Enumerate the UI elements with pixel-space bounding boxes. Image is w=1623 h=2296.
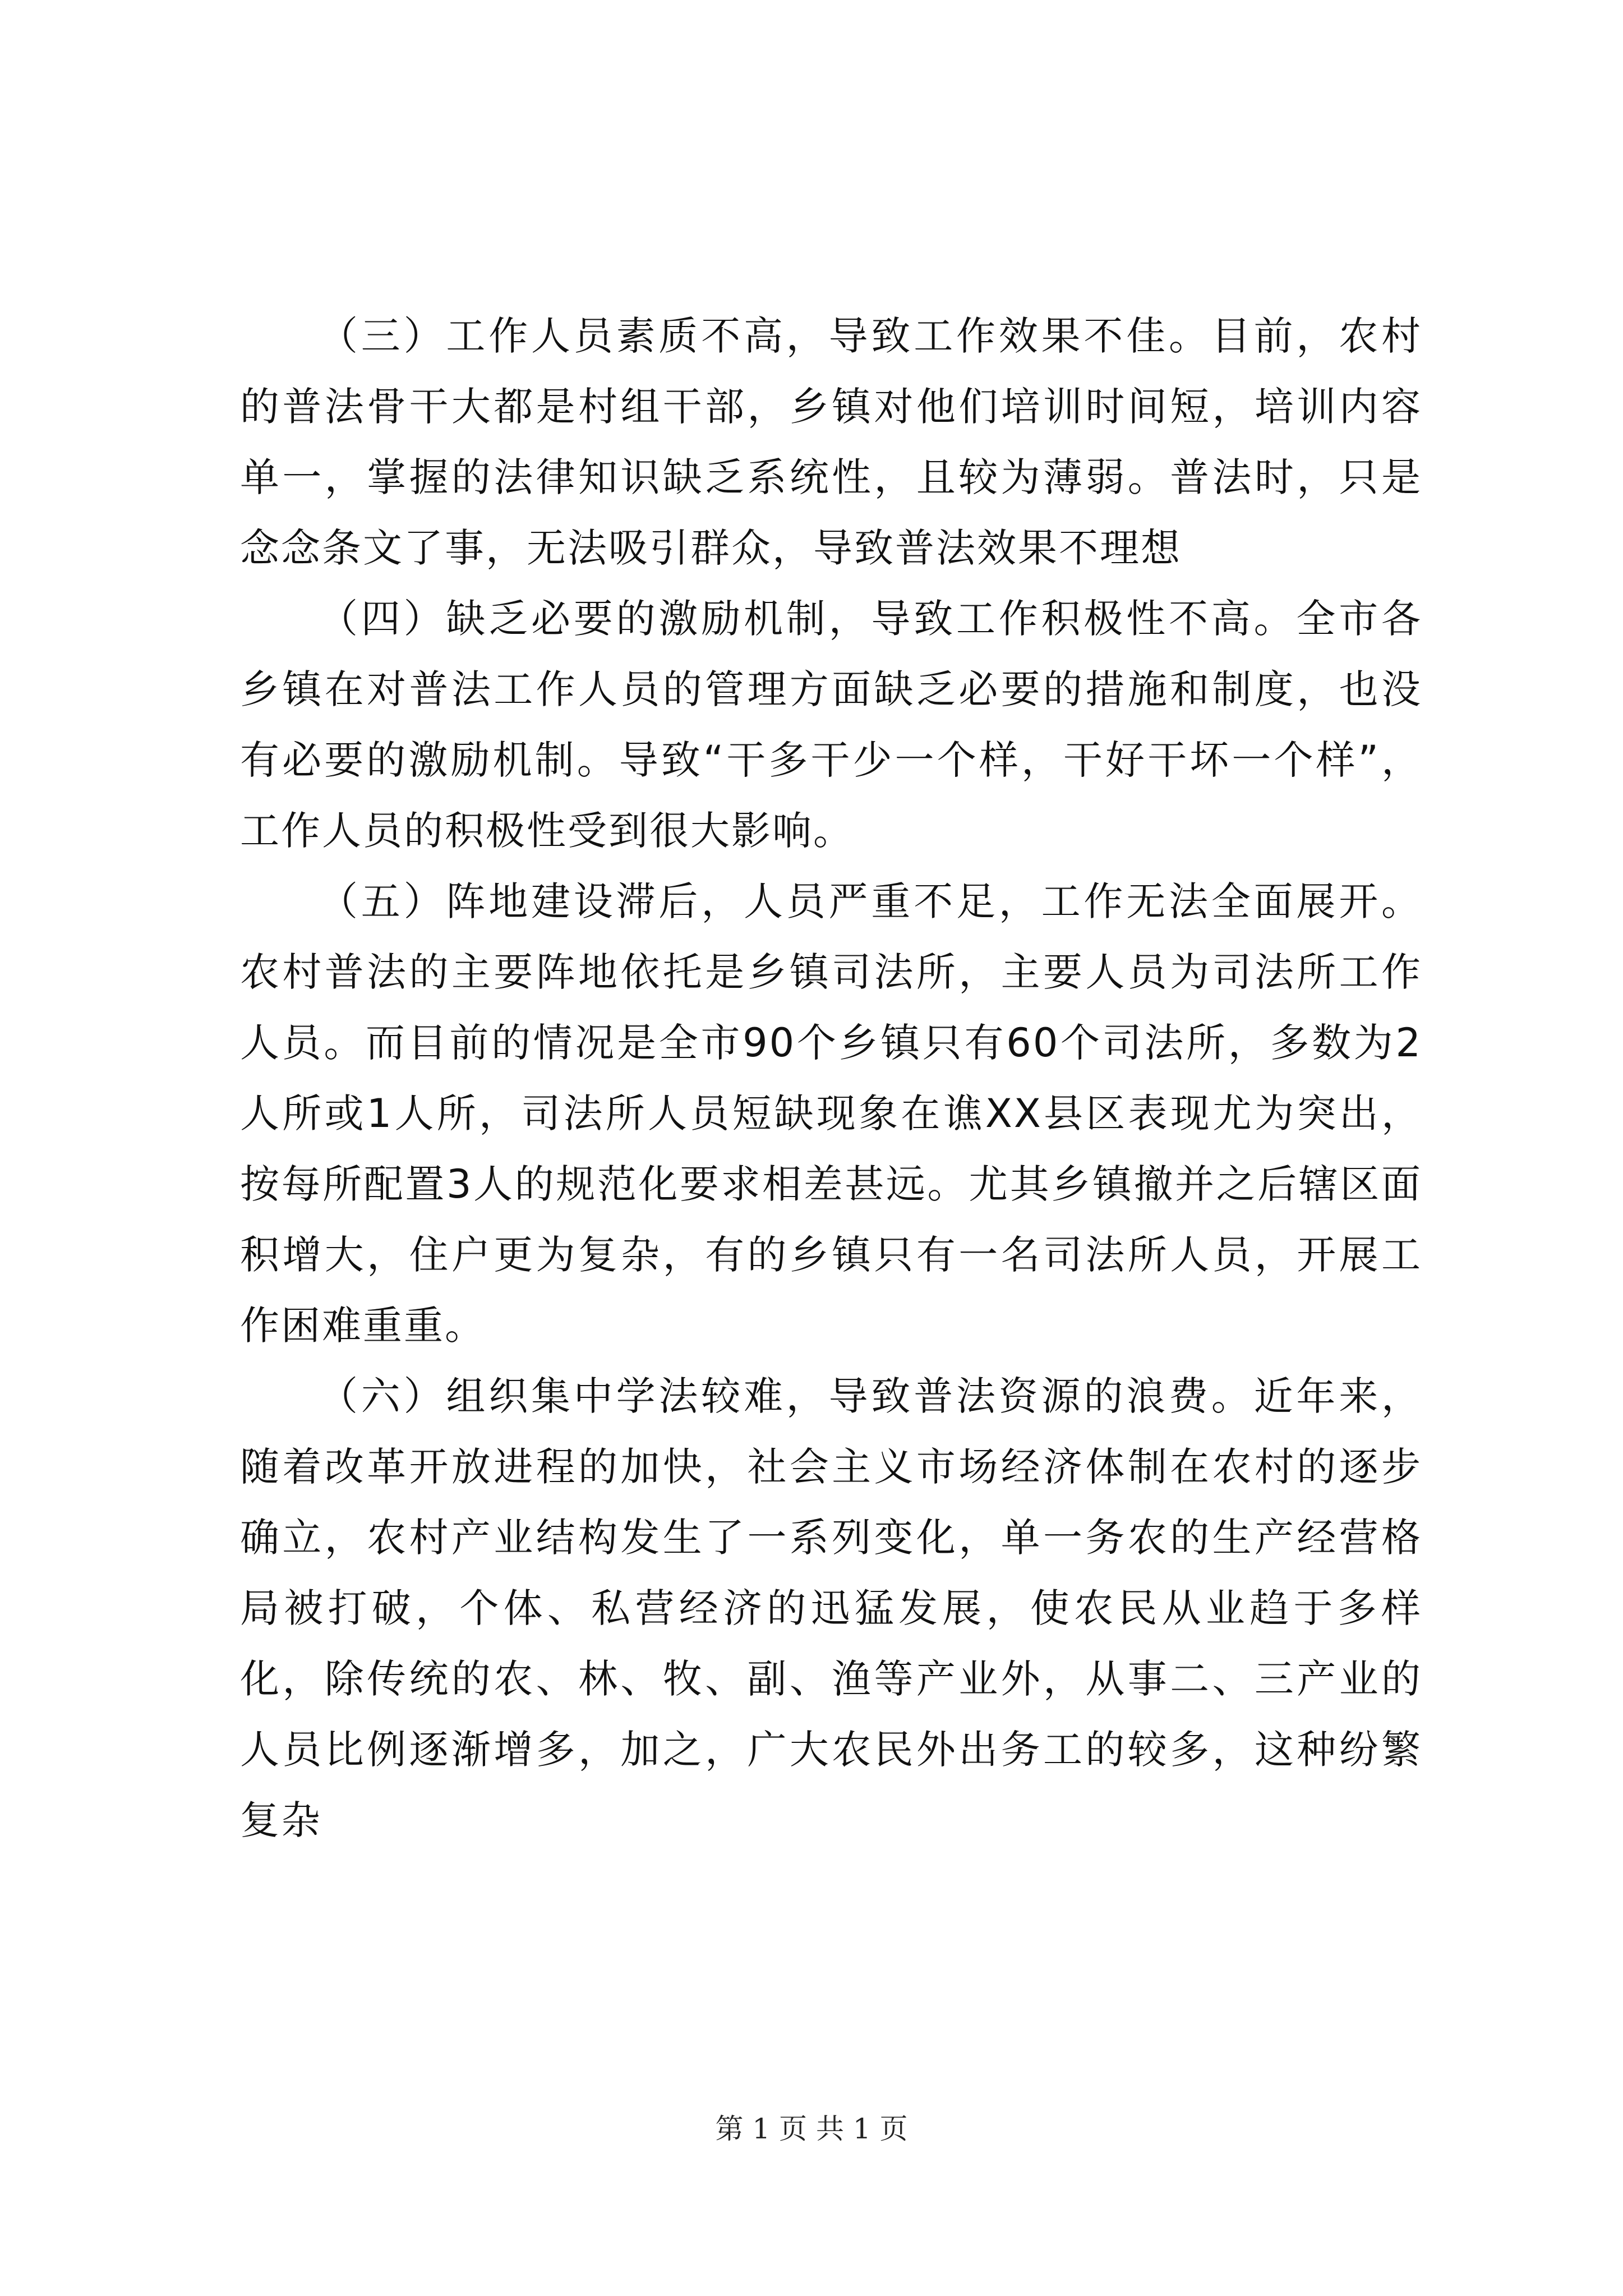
paragraph-6: （六）组织集中学法较难，导致普法资源的浪费。近年来，随着改革开放进程的加快，社会主义市场经济体制在农村的逐步确立，农村产业结构发生了一系列变化，单一务农的生产经营格局被打破，个体、私营经济的迅猛发展，使农民从业趋于多样化，除传统的农、林、牧、副、渔等产业外，从事二、三产业的人员比例逐渐增多，加之，广大农民外出务工的较多，这种纷繁复杂 xyxy=(240,1373,1422,1843)
page-footer: 第 1 页 共 1 页 xyxy=(715,2113,908,2145)
document-body xyxy=(240,301,1422,1856)
paragraph-4: （四）缺乏必要的激励机制，导致工作积极性不高。全市各乡镇在对普法工作人员的管理方面缺乏必要的措施和制度，也没有必要的激励机制。导致“干多干少一个样，干好干坏一个样”，工作人员的积极性受到很大影响。 xyxy=(240,596,1422,854)
paragraph-3: （三）工作人员素质不高，导致工作效果不佳。目前，农村的普法骨干大都是村组干部，乡镇对他们培训时间短，培训内容单一，掌握的法律知识缺乏系统性，且较为薄弱。普法时，只是念念条文了事，无法吸引群众，导致普法效果不理想 xyxy=(240,313,1422,571)
paragraph-5: （五）阵地建设滞后，人员严重不足，工作无法全面展开。农村普法的主要阵地依托是乡镇司法所，主要人员为司法所工作人员。而目前的情况是全市90个乡镇只有60个司法所，多数为2人所或1人所，司法所人员短缺现象在谯XX县区表现尤为突出，按每所配置3人的规范化要求相差甚远。尤其乡镇撤并之后辖区面积增大，住户更为复杂，有的乡镇只有一名司法所人员，开展工作困难重重。 xyxy=(240,878,1422,1349)
